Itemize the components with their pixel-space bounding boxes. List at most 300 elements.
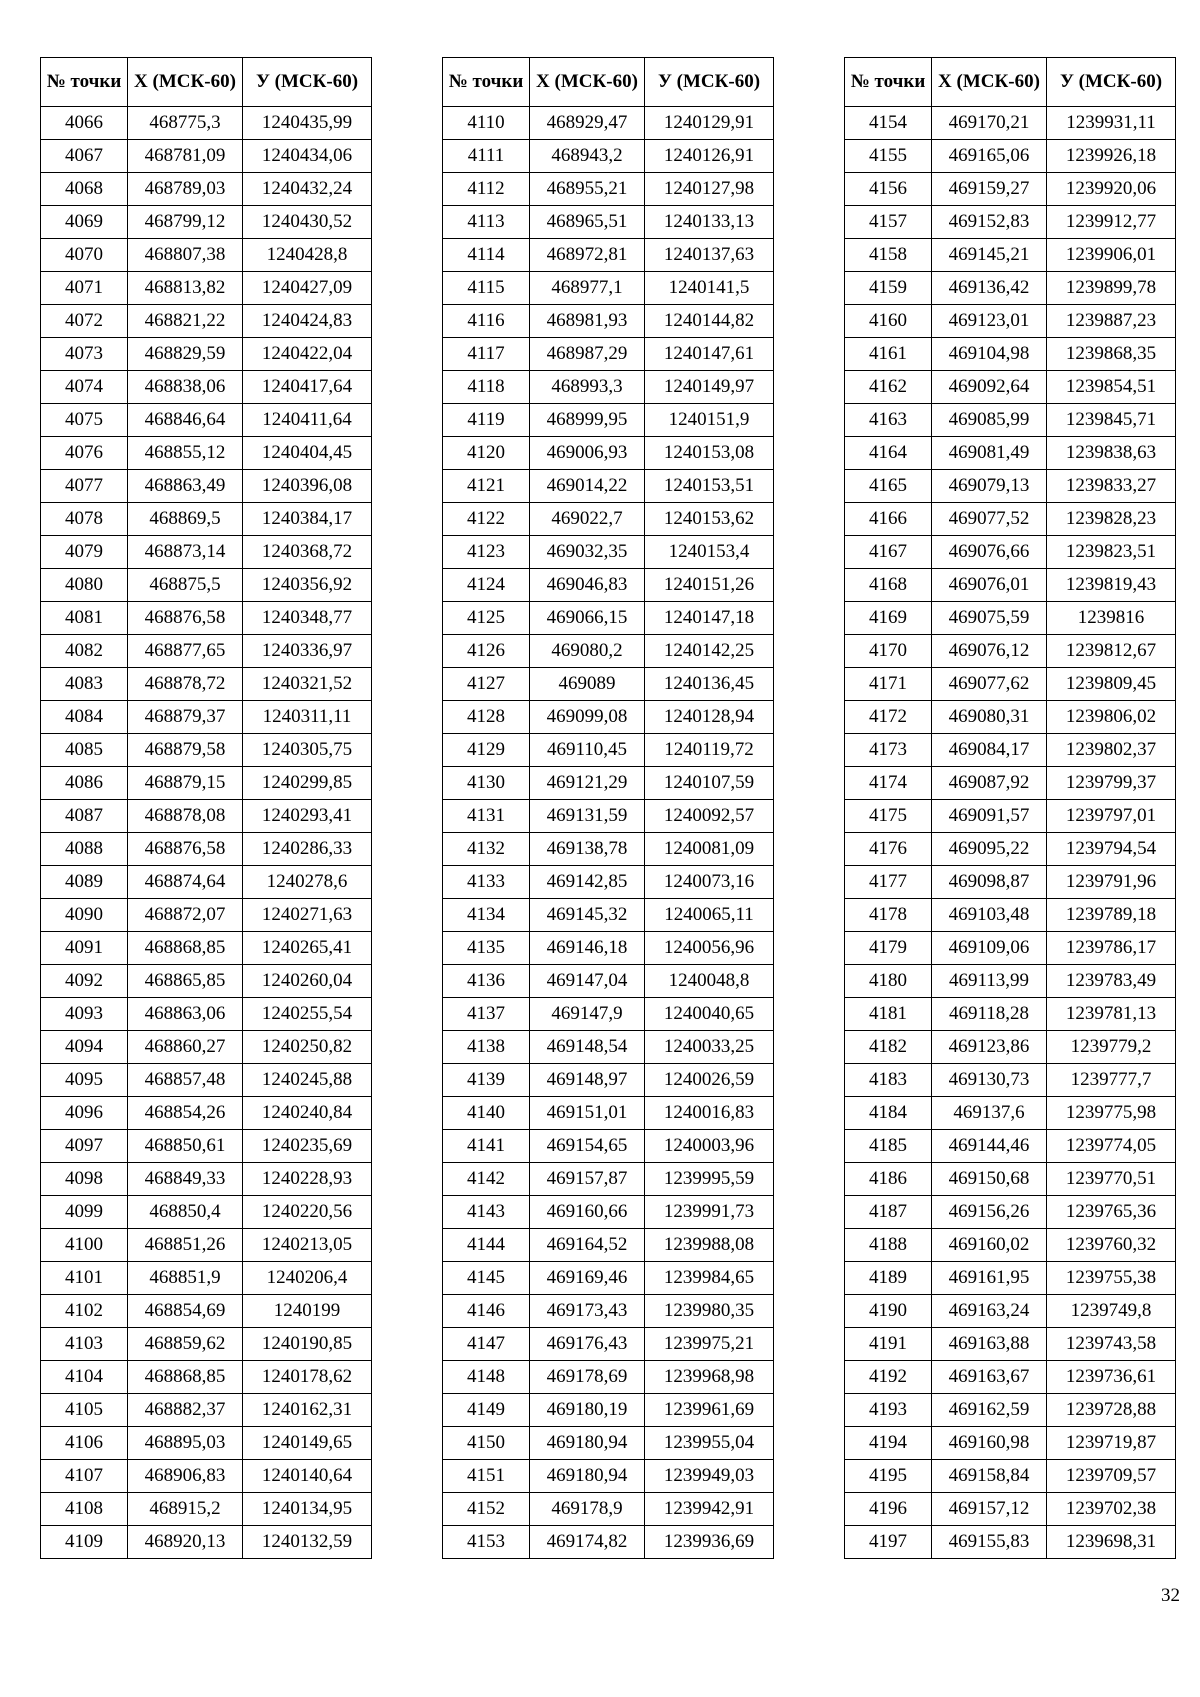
point-number-cell: 4077 bbox=[41, 470, 128, 503]
x-coordinate-cell: 469152,83 bbox=[932, 206, 1047, 239]
x-coordinate-cell: 468863,06 bbox=[128, 998, 243, 1031]
x-coordinate-cell: 468781,09 bbox=[128, 140, 243, 173]
point-number-cell: 4095 bbox=[41, 1064, 128, 1097]
table-row bbox=[41, 173, 372, 206]
table-row bbox=[443, 734, 774, 767]
table-row bbox=[41, 404, 372, 437]
point-number-cell: 4162 bbox=[845, 371, 932, 404]
y-coordinate-cell: 1239906,01 bbox=[1047, 239, 1176, 272]
x-coordinate-cell: 469075,59 bbox=[932, 602, 1047, 635]
point-number-cell: 4141 bbox=[443, 1130, 530, 1163]
table-row bbox=[443, 899, 774, 932]
table-row bbox=[41, 536, 372, 569]
x-coordinate-cell: 468895,03 bbox=[128, 1427, 243, 1460]
table-row bbox=[845, 470, 1176, 503]
table-row bbox=[443, 800, 774, 833]
point-number-cell: 4073 bbox=[41, 338, 128, 371]
x-coordinate-cell: 469046,83 bbox=[530, 569, 645, 602]
point-number-cell: 4083 bbox=[41, 668, 128, 701]
x-coordinate-cell: 468850,4 bbox=[128, 1196, 243, 1229]
y-coordinate-cell: 1239936,69 bbox=[645, 1526, 774, 1559]
y-coordinate-cell: 1240250,82 bbox=[243, 1031, 372, 1064]
point-number-cell: 4169 bbox=[845, 602, 932, 635]
x-coordinate-cell: 468868,85 bbox=[128, 932, 243, 965]
x-coordinate-cell: 469085,99 bbox=[932, 404, 1047, 437]
table-row bbox=[443, 1460, 774, 1493]
y-coordinate-cell: 1239765,36 bbox=[1047, 1196, 1176, 1229]
x-coordinate-cell: 468789,03 bbox=[128, 173, 243, 206]
y-coordinate-cell: 1240396,08 bbox=[243, 470, 372, 503]
table-row bbox=[41, 437, 372, 470]
x-coordinate-cell: 469148,97 bbox=[530, 1064, 645, 1097]
point-number-cell: 4101 bbox=[41, 1262, 128, 1295]
x-coordinate-cell: 469084,17 bbox=[932, 734, 1047, 767]
table-row bbox=[845, 107, 1176, 140]
y-coordinate-cell: 1240149,65 bbox=[243, 1427, 372, 1460]
point-number-cell: 4087 bbox=[41, 800, 128, 833]
x-coordinate-cell: 469080,2 bbox=[530, 635, 645, 668]
table-row bbox=[845, 1361, 1176, 1394]
x-coordinate-cell: 469076,66 bbox=[932, 536, 1047, 569]
point-number-cell: 4136 bbox=[443, 965, 530, 998]
table-row bbox=[443, 569, 774, 602]
table-body bbox=[41, 107, 372, 1559]
y-coordinate-cell: 1239736,61 bbox=[1047, 1361, 1176, 1394]
point-number-cell: 4085 bbox=[41, 734, 128, 767]
x-coordinate-cell: 469110,45 bbox=[530, 734, 645, 767]
table-row bbox=[443, 866, 774, 899]
table-row bbox=[845, 998, 1176, 1031]
y-coordinate-cell: 1240299,85 bbox=[243, 767, 372, 800]
point-number-cell: 4195 bbox=[845, 1460, 932, 1493]
table-row bbox=[845, 371, 1176, 404]
x-coordinate-cell: 469144,46 bbox=[932, 1130, 1047, 1163]
table-row bbox=[41, 1196, 372, 1229]
table-row bbox=[443, 1328, 774, 1361]
y-coordinate-cell: 1240305,75 bbox=[243, 734, 372, 767]
x-coordinate-cell: 468854,69 bbox=[128, 1295, 243, 1328]
y-coordinate-cell: 1240147,18 bbox=[645, 602, 774, 635]
x-coordinate-cell: 469099,08 bbox=[530, 701, 645, 734]
table-row bbox=[41, 1262, 372, 1295]
table-row bbox=[845, 602, 1176, 635]
y-coordinate-cell: 1239845,71 bbox=[1047, 404, 1176, 437]
table-row bbox=[443, 1097, 774, 1130]
y-coordinate-cell: 1240411,64 bbox=[243, 404, 372, 437]
x-coordinate-cell: 468993,3 bbox=[530, 371, 645, 404]
table-row bbox=[443, 437, 774, 470]
point-number-cell: 4194 bbox=[845, 1427, 932, 1460]
y-coordinate-cell: 1240162,31 bbox=[243, 1394, 372, 1427]
y-coordinate-cell: 1240107,59 bbox=[645, 767, 774, 800]
y-coordinate-cell: 1239786,17 bbox=[1047, 932, 1176, 965]
y-coordinate-cell: 1240126,91 bbox=[645, 140, 774, 173]
x-coordinate-cell: 469170,21 bbox=[932, 107, 1047, 140]
page-number: 32 bbox=[1161, 1585, 1180, 1606]
y-coordinate-cell: 1240255,54 bbox=[243, 998, 372, 1031]
table-row bbox=[41, 272, 372, 305]
table-row bbox=[443, 140, 774, 173]
table-row bbox=[41, 833, 372, 866]
point-number-cell: 4103 bbox=[41, 1328, 128, 1361]
y-coordinate-cell: 1240434,06 bbox=[243, 140, 372, 173]
x-coordinate-cell: 469178,69 bbox=[530, 1361, 645, 1394]
point-number-cell: 4111 bbox=[443, 140, 530, 173]
point-number-cell: 4104 bbox=[41, 1361, 128, 1394]
y-coordinate-cell: 1239783,49 bbox=[1047, 965, 1176, 998]
point-number-cell: 4079 bbox=[41, 536, 128, 569]
y-coordinate-cell: 1240368,72 bbox=[243, 536, 372, 569]
y-coordinate-cell: 1240142,25 bbox=[645, 635, 774, 668]
y-coordinate-cell: 1239779,2 bbox=[1047, 1031, 1176, 1064]
x-coordinate-cell: 468879,15 bbox=[128, 767, 243, 800]
x-coordinate-cell: 469077,62 bbox=[932, 668, 1047, 701]
x-coordinate-cell: 469163,88 bbox=[932, 1328, 1047, 1361]
coordinate-table-1 bbox=[40, 57, 372, 1559]
x-coordinate-cell: 469173,43 bbox=[530, 1295, 645, 1328]
y-coordinate-cell: 1239749,8 bbox=[1047, 1295, 1176, 1328]
table-row bbox=[41, 1361, 372, 1394]
y-coordinate-cell: 1239968,98 bbox=[645, 1361, 774, 1394]
x-coordinate-cell: 469156,26 bbox=[932, 1196, 1047, 1229]
point-number-cell: 4193 bbox=[845, 1394, 932, 1427]
table-row bbox=[845, 1130, 1176, 1163]
y-coordinate-cell: 1239728,88 bbox=[1047, 1394, 1176, 1427]
point-number-cell: 4117 bbox=[443, 338, 530, 371]
x-coordinate-cell: 469157,12 bbox=[932, 1493, 1047, 1526]
x-coordinate-cell: 468981,93 bbox=[530, 305, 645, 338]
table-row bbox=[41, 1064, 372, 1097]
point-number-cell: 4134 bbox=[443, 899, 530, 932]
point-number-cell: 4070 bbox=[41, 239, 128, 272]
y-coordinate-cell: 1240149,97 bbox=[645, 371, 774, 404]
table-row bbox=[845, 800, 1176, 833]
x-coordinate-cell: 468877,65 bbox=[128, 635, 243, 668]
point-number-cell: 4142 bbox=[443, 1163, 530, 1196]
table-row bbox=[443, 107, 774, 140]
y-coordinate-header: У (МСК-60) bbox=[243, 58, 372, 107]
x-coordinate-cell: 468855,12 bbox=[128, 437, 243, 470]
point-number-cell: 4144 bbox=[443, 1229, 530, 1262]
point-number-cell: 4148 bbox=[443, 1361, 530, 1394]
table-row bbox=[443, 833, 774, 866]
point-number-cell: 4154 bbox=[845, 107, 932, 140]
point-number-cell: 4189 bbox=[845, 1262, 932, 1295]
x-coordinate-cell: 469158,84 bbox=[932, 1460, 1047, 1493]
table-row bbox=[845, 767, 1176, 800]
coordinate-table-3 bbox=[844, 57, 1176, 1559]
table-row bbox=[845, 1493, 1176, 1526]
x-coordinate-cell: 469154,65 bbox=[530, 1130, 645, 1163]
x-coordinate-cell: 469147,9 bbox=[530, 998, 645, 1031]
table-row bbox=[41, 107, 372, 140]
x-coordinate-cell: 469103,48 bbox=[932, 899, 1047, 932]
table-body bbox=[443, 107, 774, 1559]
x-coordinate-cell: 468876,58 bbox=[128, 602, 243, 635]
x-coordinate-cell: 469145,21 bbox=[932, 239, 1047, 272]
y-coordinate-cell: 1239781,13 bbox=[1047, 998, 1176, 1031]
x-coordinate-cell: 468859,62 bbox=[128, 1328, 243, 1361]
table-row bbox=[443, 1163, 774, 1196]
y-coordinate-cell: 1240435,99 bbox=[243, 107, 372, 140]
table-row bbox=[41, 1031, 372, 1064]
table-row bbox=[845, 899, 1176, 932]
y-coordinate-cell: 1240127,98 bbox=[645, 173, 774, 206]
x-coordinate-cell: 468879,58 bbox=[128, 734, 243, 767]
y-coordinate-cell: 1240422,04 bbox=[243, 338, 372, 371]
point-number-cell: 4184 bbox=[845, 1097, 932, 1130]
x-coordinate-cell: 468876,58 bbox=[128, 833, 243, 866]
x-coordinate-cell: 469092,64 bbox=[932, 371, 1047, 404]
x-coordinate-cell: 468854,26 bbox=[128, 1097, 243, 1130]
y-coordinate-cell: 1240428,8 bbox=[243, 239, 372, 272]
x-coordinate-cell: 469176,43 bbox=[530, 1328, 645, 1361]
y-coordinate-cell: 1240147,61 bbox=[645, 338, 774, 371]
x-coordinate-cell: 469180,94 bbox=[530, 1460, 645, 1493]
point-number-cell: 4196 bbox=[845, 1493, 932, 1526]
y-coordinate-cell: 1240136,45 bbox=[645, 668, 774, 701]
y-coordinate-cell: 1240424,83 bbox=[243, 305, 372, 338]
x-coordinate-cell: 469113,99 bbox=[932, 965, 1047, 998]
table-row bbox=[41, 1229, 372, 1262]
x-coordinate-cell: 468999,95 bbox=[530, 404, 645, 437]
x-coordinate-cell: 469079,13 bbox=[932, 470, 1047, 503]
table-row bbox=[443, 503, 774, 536]
table-row bbox=[443, 404, 774, 437]
y-coordinate-cell: 1240033,25 bbox=[645, 1031, 774, 1064]
point-number-cell: 4170 bbox=[845, 635, 932, 668]
x-coordinate-cell: 468929,47 bbox=[530, 107, 645, 140]
table-row bbox=[443, 1361, 774, 1394]
table-row bbox=[443, 965, 774, 998]
x-coordinate-cell: 469109,06 bbox=[932, 932, 1047, 965]
table-row bbox=[443, 1130, 774, 1163]
x-coordinate-cell: 468873,14 bbox=[128, 536, 243, 569]
table-row bbox=[443, 1229, 774, 1262]
x-coordinate-cell: 469165,06 bbox=[932, 140, 1047, 173]
point-number-cell: 4120 bbox=[443, 437, 530, 470]
point-number-cell: 4165 bbox=[845, 470, 932, 503]
y-coordinate-cell: 1240278,6 bbox=[243, 866, 372, 899]
table-row bbox=[443, 305, 774, 338]
table-row bbox=[41, 668, 372, 701]
x-coordinate-cell: 469131,59 bbox=[530, 800, 645, 833]
y-coordinate-cell: 1240348,77 bbox=[243, 602, 372, 635]
y-coordinate-cell: 1240228,93 bbox=[243, 1163, 372, 1196]
x-coordinate-cell: 469161,95 bbox=[932, 1262, 1047, 1295]
y-coordinate-cell: 1240311,11 bbox=[243, 701, 372, 734]
y-coordinate-cell: 1240133,13 bbox=[645, 206, 774, 239]
y-coordinate-cell: 1240245,88 bbox=[243, 1064, 372, 1097]
point-number-cell: 4116 bbox=[443, 305, 530, 338]
table-row bbox=[845, 1031, 1176, 1064]
table-row bbox=[845, 569, 1176, 602]
y-coordinate-header: У (МСК-60) bbox=[1047, 58, 1176, 107]
x-coordinate-cell: 468799,12 bbox=[128, 206, 243, 239]
x-coordinate-cell: 469142,85 bbox=[530, 866, 645, 899]
table-row bbox=[41, 932, 372, 965]
x-coordinate-cell: 469145,32 bbox=[530, 899, 645, 932]
y-coordinate-header: У (МСК-60) bbox=[645, 58, 774, 107]
y-coordinate-cell: 1240430,52 bbox=[243, 206, 372, 239]
x-coordinate-cell: 469123,01 bbox=[932, 305, 1047, 338]
x-coordinate-cell: 469014,22 bbox=[530, 470, 645, 503]
point-number-cell: 4122 bbox=[443, 503, 530, 536]
x-coordinate-cell: 469155,83 bbox=[932, 1526, 1047, 1559]
x-coordinate-cell: 468915,2 bbox=[128, 1493, 243, 1526]
x-coordinate-cell: 468857,48 bbox=[128, 1064, 243, 1097]
table-row bbox=[443, 1196, 774, 1229]
y-coordinate-cell: 1240153,51 bbox=[645, 470, 774, 503]
y-coordinate-cell: 1240141,5 bbox=[645, 272, 774, 305]
table-row bbox=[443, 1295, 774, 1328]
point-number-cell: 4124 bbox=[443, 569, 530, 602]
table-row bbox=[845, 932, 1176, 965]
y-coordinate-cell: 1239912,77 bbox=[1047, 206, 1176, 239]
y-coordinate-cell: 1239833,27 bbox=[1047, 470, 1176, 503]
x-coordinate-cell: 469089 bbox=[530, 668, 645, 701]
table-row bbox=[845, 1262, 1176, 1295]
point-number-cell: 4191 bbox=[845, 1328, 932, 1361]
x-coordinate-cell: 468821,22 bbox=[128, 305, 243, 338]
table-row bbox=[845, 1097, 1176, 1130]
point-number-cell: 4181 bbox=[845, 998, 932, 1031]
x-coordinate-cell: 469164,52 bbox=[530, 1229, 645, 1262]
y-coordinate-cell: 1239887,23 bbox=[1047, 305, 1176, 338]
point-number-cell: 4146 bbox=[443, 1295, 530, 1328]
table-row bbox=[845, 734, 1176, 767]
x-coordinate-cell: 469121,29 bbox=[530, 767, 645, 800]
point-number-cell: 4137 bbox=[443, 998, 530, 1031]
x-coordinate-cell: 468875,5 bbox=[128, 569, 243, 602]
y-coordinate-cell: 1240404,45 bbox=[243, 437, 372, 470]
x-coordinate-cell: 469087,92 bbox=[932, 767, 1047, 800]
table-row bbox=[845, 140, 1176, 173]
point-number-cell: 4179 bbox=[845, 932, 932, 965]
point-number-cell: 4082 bbox=[41, 635, 128, 668]
table-row bbox=[41, 1460, 372, 1493]
y-coordinate-cell: 1240134,95 bbox=[243, 1493, 372, 1526]
point-number-cell: 4105 bbox=[41, 1394, 128, 1427]
y-coordinate-cell: 1240417,64 bbox=[243, 371, 372, 404]
table-row bbox=[41, 1295, 372, 1328]
table-row bbox=[845, 1196, 1176, 1229]
point-number-cell: 4069 bbox=[41, 206, 128, 239]
x-coordinate-cell: 468829,59 bbox=[128, 338, 243, 371]
coordinate-tables bbox=[0, 57, 1200, 1557]
x-coordinate-cell: 468920,13 bbox=[128, 1526, 243, 1559]
table-row bbox=[41, 338, 372, 371]
x-coordinate-cell: 469136,42 bbox=[932, 272, 1047, 305]
x-coordinate-cell: 469076,12 bbox=[932, 635, 1047, 668]
x-coordinate-cell: 468878,08 bbox=[128, 800, 243, 833]
y-coordinate-cell: 1239806,02 bbox=[1047, 701, 1176, 734]
x-coordinate-cell: 469162,59 bbox=[932, 1394, 1047, 1427]
y-coordinate-cell: 1240144,82 bbox=[645, 305, 774, 338]
x-coordinate-cell: 469022,7 bbox=[530, 503, 645, 536]
table-row bbox=[845, 1163, 1176, 1196]
point-number-cell: 4081 bbox=[41, 602, 128, 635]
table-row bbox=[41, 503, 372, 536]
table-row bbox=[41, 206, 372, 239]
table-row bbox=[443, 1526, 774, 1559]
point-number-cell: 4176 bbox=[845, 833, 932, 866]
y-coordinate-cell: 1240065,11 bbox=[645, 899, 774, 932]
table-row bbox=[41, 1493, 372, 1526]
point-number-cell: 4127 bbox=[443, 668, 530, 701]
y-coordinate-cell: 1239760,32 bbox=[1047, 1229, 1176, 1262]
y-coordinate-cell: 1240206,4 bbox=[243, 1262, 372, 1295]
table-row bbox=[41, 965, 372, 998]
table-row bbox=[443, 1427, 774, 1460]
y-coordinate-cell: 1240137,63 bbox=[645, 239, 774, 272]
x-coordinate-cell: 468882,37 bbox=[128, 1394, 243, 1427]
x-coordinate-cell: 469032,35 bbox=[530, 536, 645, 569]
x-coordinate-cell: 468838,06 bbox=[128, 371, 243, 404]
y-coordinate-cell: 1239812,67 bbox=[1047, 635, 1176, 668]
x-coordinate-cell: 469160,66 bbox=[530, 1196, 645, 1229]
table-row bbox=[845, 866, 1176, 899]
table-row bbox=[845, 206, 1176, 239]
point-number-cell: 4086 bbox=[41, 767, 128, 800]
point-number-cell: 4155 bbox=[845, 140, 932, 173]
x-coordinate-cell: 469180,19 bbox=[530, 1394, 645, 1427]
point-number-cell: 4177 bbox=[845, 866, 932, 899]
y-coordinate-cell: 1239995,59 bbox=[645, 1163, 774, 1196]
table-row bbox=[443, 635, 774, 668]
y-coordinate-cell: 1240432,24 bbox=[243, 173, 372, 206]
y-coordinate-cell: 1240153,4 bbox=[645, 536, 774, 569]
point-number-cell: 4094 bbox=[41, 1031, 128, 1064]
table-row bbox=[443, 602, 774, 635]
point-number-cell: 4164 bbox=[845, 437, 932, 470]
x-coordinate-cell: 469147,04 bbox=[530, 965, 645, 998]
point-number-cell: 4107 bbox=[41, 1460, 128, 1493]
y-coordinate-cell: 1239980,35 bbox=[645, 1295, 774, 1328]
x-coordinate-cell: 469160,98 bbox=[932, 1427, 1047, 1460]
x-coordinate-cell: 469077,52 bbox=[932, 503, 1047, 536]
table-row bbox=[443, 932, 774, 965]
x-coordinate-cell: 468851,26 bbox=[128, 1229, 243, 1262]
y-coordinate-cell: 1239809,45 bbox=[1047, 668, 1176, 701]
point-number-cell: 4158 bbox=[845, 239, 932, 272]
y-coordinate-cell: 1240153,08 bbox=[645, 437, 774, 470]
point-number-cell: 4157 bbox=[845, 206, 932, 239]
table-row bbox=[845, 1328, 1176, 1361]
x-coordinate-cell: 469137,6 bbox=[932, 1097, 1047, 1130]
table-row bbox=[845, 1295, 1176, 1328]
point-number-cell: 4097 bbox=[41, 1130, 128, 1163]
y-coordinate-cell: 1240321,52 bbox=[243, 668, 372, 701]
table-row bbox=[41, 1427, 372, 1460]
y-coordinate-cell: 1240235,69 bbox=[243, 1130, 372, 1163]
point-number-cell: 4074 bbox=[41, 371, 128, 404]
point-number-cell: 4149 bbox=[443, 1394, 530, 1427]
point-number-cell: 4125 bbox=[443, 602, 530, 635]
point-number-cell: 4132 bbox=[443, 833, 530, 866]
point-number-cell: 4088 bbox=[41, 833, 128, 866]
point-number-cell: 4156 bbox=[845, 173, 932, 206]
point-number-cell: 4080 bbox=[41, 569, 128, 602]
y-coordinate-cell: 1239868,35 bbox=[1047, 338, 1176, 371]
x-coordinate-cell: 469163,67 bbox=[932, 1361, 1047, 1394]
x-coordinate-cell: 468972,81 bbox=[530, 239, 645, 272]
table-row bbox=[41, 470, 372, 503]
table-row bbox=[41, 602, 372, 635]
y-coordinate-cell: 1240151,26 bbox=[645, 569, 774, 602]
table-row bbox=[41, 1394, 372, 1427]
point-number-cell: 4091 bbox=[41, 932, 128, 965]
